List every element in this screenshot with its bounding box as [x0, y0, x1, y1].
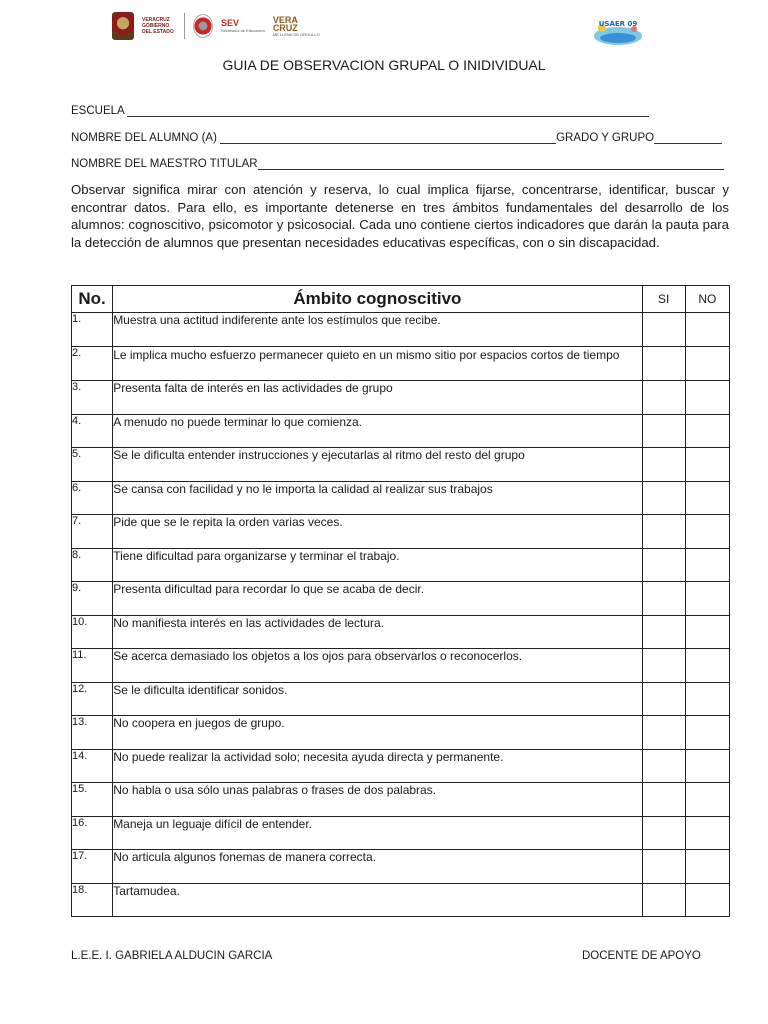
usaer-logo-text: USAER 09	[598, 20, 638, 28]
row-indicator-text: No manifiesta interés en las actividades de lectura.	[113, 615, 642, 649]
row-indicator-text: Le implica mucho esfuerzo permanecer quieto en un mismo sitio por espacios cortos de tiempo	[113, 346, 642, 381]
row-indicator-text: Se le dificulta identificar sonidos.	[113, 682, 642, 716]
vera-cruz-logo-text: VERA CRUZ	[272, 14, 298, 33]
no-checkbox-cell[interactable]	[685, 582, 729, 616]
escuela-field	[71, 104, 649, 117]
no-checkbox-cell[interactable]	[685, 481, 729, 515]
no-checkbox-cell[interactable]	[685, 749, 729, 783]
si-checkbox-cell[interactable]	[642, 448, 685, 482]
si-checkbox-cell[interactable]	[642, 615, 685, 649]
table-row	[72, 515, 730, 549]
footer-role: DOCENTE DE APOYO	[582, 950, 701, 962]
no-checkbox-cell[interactable]	[685, 682, 729, 716]
table-row	[72, 548, 730, 582]
row-indicator-text: Se le dificulta entender instrucciones y ejecutarlas al ritmo del resto del grupo	[113, 448, 642, 482]
row-number: 7.	[72, 515, 113, 549]
row-number: 8.	[72, 548, 113, 582]
alumno-label: NOMBRE DEL ALUMNO (A)	[71, 132, 217, 144]
si-checkbox-cell[interactable]	[642, 883, 685, 917]
si-checkbox-cell[interactable]	[642, 313, 685, 347]
row-number: 16.	[72, 816, 113, 850]
table-row	[72, 883, 730, 917]
row-indicator-text: Pide que se le repita la orden varias veces.	[113, 515, 642, 549]
row-number: 6.	[72, 481, 113, 515]
row-number: 9.	[72, 582, 113, 616]
row-number: 10.	[72, 615, 113, 649]
row-number: 3.	[72, 381, 113, 415]
row-number: 11.	[72, 649, 113, 683]
row-number: 13.	[72, 716, 113, 750]
header-number: No.	[72, 286, 113, 313]
si-checkbox-cell[interactable]	[642, 816, 685, 850]
no-checkbox-cell[interactable]	[685, 515, 729, 549]
table-row	[72, 716, 730, 750]
no-checkbox-cell[interactable]	[685, 548, 729, 582]
table-row	[72, 414, 730, 448]
row-indicator-text: Se cansa con facilidad y no le importa la calidad al realizar sus trabajos	[113, 481, 642, 515]
grado-input-line[interactable]	[654, 131, 722, 144]
row-indicator-text: No puede realizar la actividad solo; necesita ayuda directa y permanente.	[113, 749, 642, 783]
logo-divider	[184, 13, 185, 39]
vera-cruz-logo	[273, 16, 320, 37]
no-checkbox-cell[interactable]	[685, 381, 729, 415]
table-row	[72, 582, 730, 616]
no-checkbox-cell[interactable]	[685, 649, 729, 683]
row-indicator-text: Muestra una actitud indiferente ante los estímulos que recibe.	[113, 313, 642, 347]
escuela-label: ESCUELA	[71, 105, 125, 117]
row-indicator-text: No articula algunos fonemas de manera correcta.	[113, 850, 642, 884]
table-row	[72, 850, 730, 884]
row-number: 4.	[72, 414, 113, 448]
no-checkbox-cell[interactable]	[685, 313, 729, 347]
header-logos	[112, 10, 320, 42]
row-indicator-text: Maneja un leguaje difícil de entender.	[113, 816, 642, 850]
vera-cruz-logo-subtext: ME LLENA DE ORGULLO	[272, 31, 320, 37]
row-number: 14.	[72, 749, 113, 783]
row-number: 17.	[72, 850, 113, 884]
no-checkbox-cell[interactable]	[685, 615, 729, 649]
sev-emblem-icon	[193, 14, 213, 38]
maestro-label: NOMBRE DEL MAESTRO TITULAR	[71, 158, 258, 170]
table-row	[72, 783, 730, 817]
si-checkbox-cell[interactable]	[642, 381, 685, 415]
si-checkbox-cell[interactable]	[642, 515, 685, 549]
escuela-input-line[interactable]	[127, 104, 649, 117]
table-row	[72, 313, 730, 347]
no-checkbox-cell[interactable]	[685, 816, 729, 850]
header-ambito: Ámbito cognoscitivo	[113, 286, 642, 313]
no-checkbox-cell[interactable]	[685, 414, 729, 448]
intro-paragraph: Observar significa mirar con atención y reserva, lo cual implica fijarse, concentrarse, identificar, buscar y encontrar datos. Para ello, es importante detenerse en tres ámbitos fundamentales del desarrollo de los alumnos: cognoscitivo, psicomotor y psicosocial. Cada uno contiene ciertos indicadores que darán la pauta para la detección de alumnos que presentan necesidades educativas específicas, con o sin discapacidad.	[71, 182, 729, 250]
no-checkbox-cell[interactable]	[685, 716, 729, 750]
usaer-logo-icon	[590, 14, 646, 48]
si-checkbox-cell[interactable]	[642, 850, 685, 884]
no-checkbox-cell[interactable]	[685, 783, 729, 817]
row-number: 15.	[72, 783, 113, 817]
sev-logo-text: SEV	[221, 18, 240, 28]
row-indicator-text: Tiene dificultad para organizarse y terminar el trabajo.	[113, 548, 642, 582]
row-number: 18.	[72, 883, 113, 917]
table-row	[72, 448, 730, 482]
si-checkbox-cell[interactable]	[642, 749, 685, 783]
no-checkbox-cell[interactable]	[685, 850, 729, 884]
no-checkbox-cell[interactable]	[685, 448, 729, 482]
sev-logo	[221, 19, 265, 33]
footer-teacher-name: L.E.E. I. GABRIELA ALDUCIN GARCIA	[71, 950, 273, 962]
header-si: SI	[642, 286, 685, 313]
no-checkbox-cell[interactable]	[685, 883, 729, 917]
table-row	[72, 481, 730, 515]
si-checkbox-cell[interactable]	[642, 414, 685, 448]
si-checkbox-cell[interactable]	[642, 716, 685, 750]
row-number: 2.	[72, 346, 113, 381]
row-number: 12.	[72, 682, 113, 716]
row-number: 1.	[72, 313, 113, 347]
table-header-row	[72, 286, 730, 313]
table-row	[72, 381, 730, 415]
grado-label: GRADO Y GRUPO	[556, 132, 655, 144]
observation-table	[71, 285, 730, 917]
row-indicator-text: No habla o usa sólo unas palabras o frases de dos palabras.	[113, 783, 642, 817]
sev-logo-subtext: Secretaría de Educación	[221, 28, 265, 33]
maestro-field	[71, 157, 724, 170]
si-checkbox-cell[interactable]	[642, 649, 685, 683]
page-title: GUIA DE OBSERVACION GRUPAL O INIDIVIDUAL	[222, 57, 546, 73]
row-indicator-text: Tartamudea.	[113, 883, 642, 917]
si-checkbox-cell[interactable]	[642, 548, 685, 582]
row-indicator-text: No coopera en juegos de grupo.	[113, 716, 642, 750]
row-indicator-text: Se acerca demasiado los objetos a los ojos para observarlos o reconocerlos.	[113, 649, 642, 683]
table-row	[72, 615, 730, 649]
si-checkbox-cell[interactable]	[642, 783, 685, 817]
row-indicator-text: Presenta dificultad para recordar lo que se acaba de decir.	[113, 582, 642, 616]
veracruz-seal-icon	[112, 12, 134, 40]
header-no: NO	[685, 286, 729, 313]
veracruz-logo-text: VERACRUZ GOBIERNO DEL ESTADO	[142, 17, 174, 35]
table-row	[72, 346, 730, 381]
row-indicator-text: A menudo no puede terminar lo que comienza.	[113, 414, 642, 448]
row-number: 5.	[72, 448, 113, 482]
alumno-input-line[interactable]	[220, 131, 556, 144]
row-indicator-text: Presenta falta de interés en las actividades de grupo	[113, 381, 642, 415]
table-row	[72, 682, 730, 716]
si-checkbox-cell[interactable]	[642, 582, 685, 616]
table-row	[72, 649, 730, 683]
table-row	[72, 749, 730, 783]
si-checkbox-cell[interactable]	[642, 682, 685, 716]
si-checkbox-cell[interactable]	[642, 346, 685, 381]
no-checkbox-cell[interactable]	[685, 346, 729, 381]
alumno-field	[71, 131, 722, 144]
maestro-input-line[interactable]	[258, 157, 724, 170]
table-row	[72, 816, 730, 850]
si-checkbox-cell[interactable]	[642, 481, 685, 515]
